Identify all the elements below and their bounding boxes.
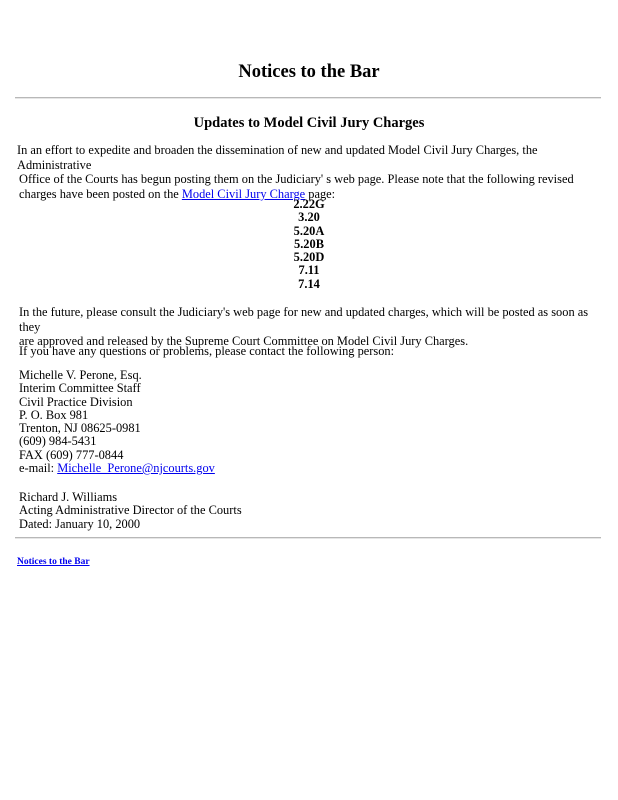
- signature-dated: Dated: January 10, 2000: [19, 516, 141, 531]
- charge-item: 7.14: [298, 276, 320, 291]
- contact-prompt: If you have any questions or problems, please contact the following person:: [19, 344, 395, 358]
- bottom-divider: [15, 537, 601, 539]
- contact-city: Trenton, NJ 08625-0981: [19, 421, 141, 436]
- intro-line-1: In an effort to expedite and broaden the dissemination of new and updated Model Civil Jury Charges, the Administrative: [17, 143, 538, 172]
- contact-division: Civil Practice Division: [19, 394, 133, 409]
- future-line-2: are approved and released by the Supreme Court Committee on Model Civil Jury Charges.: [19, 334, 469, 349]
- charge-item: 5.20A: [293, 223, 325, 238]
- charge-item: 5.20B: [294, 236, 324, 251]
- charges-list: [0, 198, 618, 291]
- model-civil-jury-charge-link[interactable]: Model Civil Jury Charge: [181, 186, 306, 201]
- page-title: Notices to the Bar: [238, 62, 380, 82]
- intro-line-2: Office of the Courts has begun posting them on the Judiciary' s web page. Please note that the following revised: [19, 172, 574, 187]
- notices-to-the-bar-link[interactable]: Notices to the Bar: [17, 557, 90, 567]
- intro-paragraph: [17, 143, 605, 201]
- top-divider: [15, 97, 601, 99]
- notice-subtitle: Updates to Model Civil Jury Charges: [193, 115, 425, 131]
- contact-email-link[interactable]: Michelle_Perone@njcourts.gov: [57, 461, 215, 476]
- contact-email-label: e-mail:: [19, 461, 58, 476]
- charge-item: 5.20D: [293, 250, 325, 265]
- charge-item: 2.22G: [293, 197, 325, 211]
- future-paragraph: [19, 305, 605, 349]
- signature-name: Richard J. Williams: [19, 490, 118, 504]
- charge-item: 3.20: [298, 210, 320, 225]
- contact-email-line: [19, 462, 215, 475]
- intro-line-3-text-after: page:: [305, 186, 336, 201]
- contact-po-box: P. O. Box 981: [19, 407, 89, 422]
- contact-address-block: [19, 369, 215, 475]
- signature-block: [19, 491, 242, 531]
- contact-phone: (609) 984-5431: [19, 434, 97, 449]
- future-line-1: In the future, please consult the Judiciary's web page for new and updated charges, which will be posted as soon as they: [19, 305, 589, 334]
- charge-item: 7.11: [298, 263, 320, 278]
- contact-role: Interim Committee Staff: [19, 381, 141, 396]
- signature-title: Acting Administrative Director of the Courts: [19, 503, 242, 518]
- contact-fax: FAX (609) 777-0844: [19, 447, 124, 462]
- contact-name: Michelle V. Perone, Esq.: [19, 368, 142, 382]
- intro-line-3-text-before: charges have been posted on the: [19, 186, 182, 201]
